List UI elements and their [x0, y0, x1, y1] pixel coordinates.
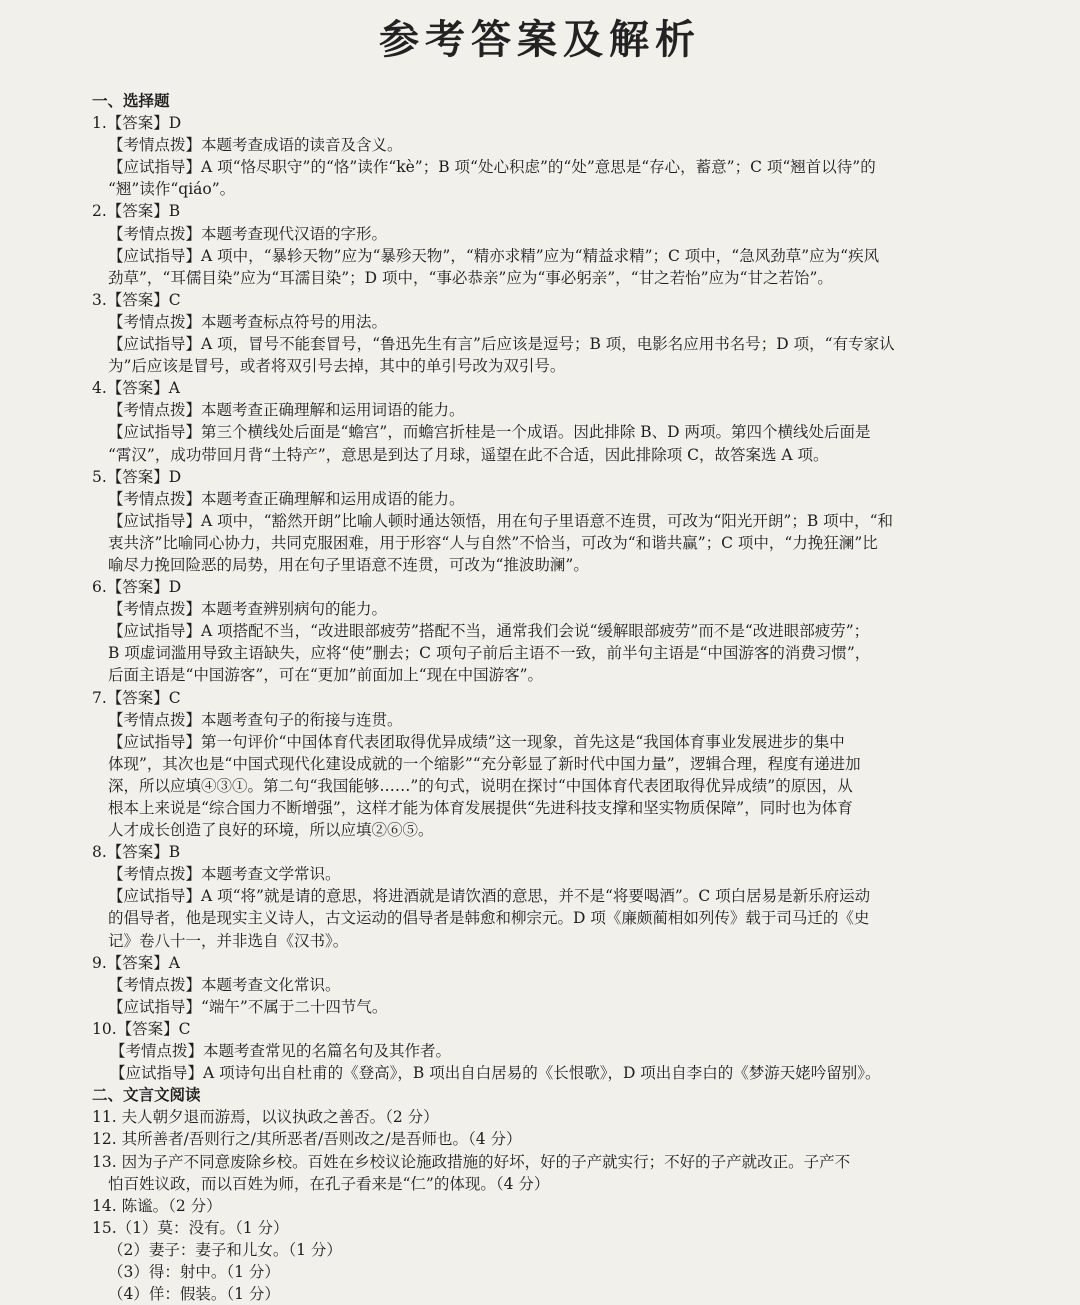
text-line: 【考情点拨】本题考查成语的读音及含义。 — [108, 136, 403, 155]
text-line: 【考情点拨】本题考查辨别病句的能力。 — [108, 600, 388, 619]
text-line: 13. 因为子产不同意废除乡校。百姓在乡校议论施政措施的好坏，好的子产就实行；不好的子产就改正。子产不 — [92, 1152, 851, 1171]
text-line: 【应试指导】第一句评价“中国体育代表团取得优异成绩”这一现象，首先这是“我国体育事业发展进步的集中 — [108, 732, 845, 751]
text-line: 【应试指导】A 项“将”就是请的意思，将进酒就是请饮酒的意思，并不是“将要喝酒”。C 项白居易是新乐府运动 — [108, 887, 871, 906]
text-line: 【应试指导】“端午”不属于二十四节气。 — [108, 997, 388, 1016]
text-line: 劲草”，“耳儒目染”应为“耳濡目染”；D 项中，“事必恭亲”应为“事必躬亲”，“甘之若怡”应为“甘之若饴”。 — [108, 268, 833, 287]
text-line: 10.【答案】C — [92, 1019, 191, 1038]
text-line: 12. 其所善者/吾则行之/其所恶者/吾则改之/是吾师也。（4 分） — [92, 1130, 522, 1149]
text-line: “霄汉”，成功带回月背“土特产”，意思是到达了月球，遥望在此不合适，因此排除项 C，故答案选 A 项。 — [108, 445, 829, 464]
section-heading: 一、选择题 — [92, 91, 170, 110]
text-line: 【考情点拨】本题考查正确理解和运用成语的能力。 — [108, 489, 465, 508]
text-line: 根本上来说是“综合国力不断增强”，这样才能为体育发展提供“先进科技支撑和坚实物质保障”，同时也为体育 — [108, 799, 853, 817]
text-line: 【应试指导】A 项，冒号不能套冒号，“鲁迅先生有言”后应该是逗号；B 项，电影名应用书名号；D 项，“有专家认 — [108, 335, 895, 354]
text-line: 【考情点拨】本题考查标点符号的用法。 — [108, 312, 388, 331]
text-line: 3.【答案】C — [92, 290, 181, 309]
text-line: 11. 夫人朝夕退而游焉，以议执政之善否。（2 分） — [92, 1108, 439, 1127]
text-line: 体现”，其次也是“中国式现代化建设成就的一个缩影”“充分彰显了新时代中国力量”，逻辑合理，程度有递进加 — [108, 754, 861, 773]
text-line: 4.【答案】A — [92, 379, 180, 398]
section-heading: 二、文言文阅读 — [92, 1085, 201, 1105]
text-line: 怕百姓议政，而以百姓为师，在孔子看来是“仁”的体现。（4 分） — [108, 1174, 550, 1193]
text-line: 1.【答案】D — [92, 114, 182, 133]
text-line: 14. 陈谧。（2 分） — [92, 1196, 222, 1215]
text-line: 【应试指导】A 项中，“暴轸天物”应为“暴殄天物”，“精亦求精”应为“精益求精”；C 项中，“急风劲草”应为“疾风 — [108, 246, 880, 265]
text-line: 7.【答案】C — [92, 688, 181, 707]
text-line: 【考情点拨】本题考查现代汉语的字形。 — [108, 224, 388, 243]
text-line: 喻尽力挽回险恶的局势，用在句子里语意不连贯，可改为“推波助澜”。 — [108, 555, 589, 574]
text-line: 6.【答案】D — [92, 578, 182, 597]
text-line: 2.【答案】B — [92, 202, 181, 221]
text-line: 记》卷八十一，并非选自《汉书》。 — [108, 931, 349, 950]
text-line: （4）佯：假装。（1 分） — [108, 1285, 280, 1304]
text-line: （2）妻子：妻子和儿女。（1 分） — [108, 1240, 342, 1259]
text-line: 【应试指导】A 项“恪尽职守”的“恪”读作“kè”；B 项“处心积虑”的“处”意思是“存心，蓄意”；C 项“翘首以待”的 — [108, 158, 876, 177]
text-line: 5.【答案】D — [92, 467, 182, 486]
text-line: 【应试指导】A 项诗句出自杜甫的《登高》，B 项出自白居易的《长恨歌》，D 项出自李白的《梦游天姥吟留别》。 — [110, 1064, 881, 1083]
text-line: 的倡导者，他是现实主义诗人，古文运动的倡导者是韩愈和柳宗元。D 项《廉颇蔺相如列传》载于司马迁的《史 — [108, 909, 870, 928]
text-line: 衷共济”比喻同心协力，共同克服困难，用于形容“人与自然”不恰当，可改为“和谐共赢”；C 项中，“力挽狂澜”比 — [108, 533, 878, 552]
text-line: 人才成长创造了良好的环境，所以应填②⑥⑤。 — [108, 821, 434, 840]
answer-content — [92, 90, 1008, 1305]
text-line: 后面主语是“中国游客”，可在“更加”前面加上“现在中国游客”。 — [108, 666, 544, 685]
text-line: 【考情点拨】本题考查常见的名篇名句及其作者。 — [110, 1042, 452, 1061]
text-line: B 项虚词滥用导致主语缺失，应将“使”删去；C 项句子前后主语不一致，前半句主语是“中国游客的消费习惯”， — [108, 644, 871, 663]
text-line: “翘”读作“qiáo”。 — [108, 180, 236, 199]
text-line: 【考情点拨】本题考查文化常识。 — [108, 975, 341, 994]
text-line: 【应试指导】A 项搭配不当，“改进眼部疲劳”搭配不当，通常我们会说“缓解眼部疲劳”而不是“改进眼部疲劳”； — [108, 622, 870, 641]
text-line: 【应试指导】A 项中，“豁然开朗”比喻人顿时通达领悟，用在句子里语意不连贯，可改为“阳光开朗”；B 项中，“和 — [108, 511, 894, 530]
document-title: 参考答案及解析 — [379, 16, 701, 63]
text-line: 【考情点拨】本题考查正确理解和运用词语的能力。 — [108, 401, 465, 420]
text-line: 【应试指导】第三个横线处后面是“蟾宫”，而蟾宫折桂是一个成语。因此排除 B、D 两项。第四个横线处后面是 — [108, 423, 871, 442]
text-line: 【考情点拨】本题考查句子的衔接与连贯。 — [108, 710, 403, 729]
text-line: 9.【答案】A — [92, 953, 180, 972]
text-line: 15.（1）莫：没有。（1 分） — [92, 1218, 289, 1237]
text-line: 深，所以应填④③①。第二句“我国能够……”的句式，说明在探讨“中国体育代表团取得优异成绩”的原因，从 — [108, 776, 853, 795]
text-line: 为”后应该是冒号，或者将双引号去掉，其中的单引号改为双引号。 — [108, 357, 566, 376]
text-line: 8.【答案】B — [92, 843, 181, 862]
text-line: （3）得：射中。（1 分） — [108, 1262, 280, 1281]
text-line: 【考情点拨】本题考查文学常识。 — [108, 865, 341, 884]
